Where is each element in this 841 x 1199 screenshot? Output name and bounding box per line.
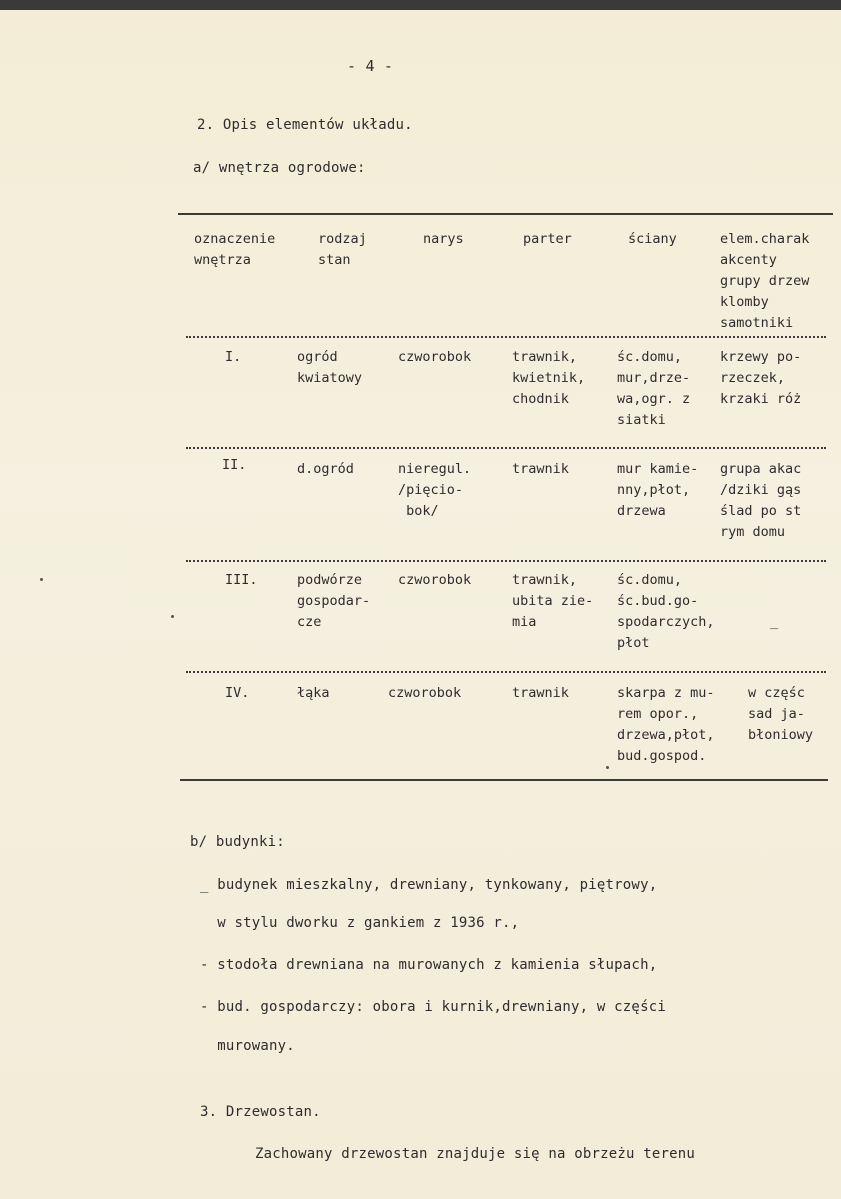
subsection-a-heading: a/ wnętrza ogrodowe: [193, 160, 366, 176]
table-rule-bottom [180, 779, 828, 781]
table-cell-r3-outline: czworobok [398, 572, 472, 588]
table-cell-r2-outline: nieregul. /pięcio- bok/ [398, 461, 472, 519]
buildings-item-1-cont: w stylu dworku z gankiem z 1936 r., [200, 915, 520, 931]
section3-heading: 3. Drzewostan. [200, 1104, 321, 1120]
buildings-item-1: _ budynek mieszkalny, drewniany, tynkowany, piętrowy, [200, 877, 658, 893]
table-rule-header [186, 336, 826, 338]
table-cell-r1-type: ogród kwiatowy [297, 349, 363, 386]
buildings-item-2: - stodoła drewniana na murowanych z kamienia słupach, [200, 957, 658, 973]
page-number: - 4 - [347, 57, 394, 75]
table-cell-r1-ground: trawnik, kwietnik, chodnik [512, 349, 586, 407]
table-header-walls: ściany [628, 231, 677, 247]
scan-speck [606, 766, 609, 769]
table-rule-row3 [186, 671, 826, 673]
table-cell-r2-elements: grupa akac /dziki gąs ślad po st rym domu [720, 461, 802, 540]
table-cell-r2-ground: trawnik [512, 461, 569, 477]
table-cell-r1-designation: I. [225, 349, 242, 365]
section3-text: Zachowany drzewostan znajduje się na obrzeżu terenu [255, 1146, 696, 1162]
table-cell-r2-type: d.ogród [297, 461, 354, 477]
table-header-designation: oznaczenie wnętrza [194, 231, 276, 268]
table-cell-r3-designation: III. [225, 572, 258, 588]
table-cell-r2-walls: mur kamie- nny,płot, drzewa [617, 461, 699, 519]
table-cell-r1-elements: krzewy po- rzeczek, krzaki róż [720, 349, 802, 407]
table-cell-r4-ground: trawnik [512, 685, 569, 701]
scan-speck [40, 578, 43, 581]
table-cell-r3-ground: trawnik, ubita zie- mia [512, 572, 594, 630]
table-header-elements: elem.charak akcenty grupy drzew klomby samotniki [720, 231, 810, 331]
scan-top-edge [0, 0, 841, 10]
subsection-b-heading: b/ budynki: [190, 834, 285, 850]
table-cell-r4-type: łąka [297, 685, 330, 701]
table-cell-r1-outline: czworobok [398, 349, 472, 365]
table-cell-r4-walls: skarpa z mu- rem opor., drzewa,płot, bud.gospod. [617, 685, 715, 764]
table-cell-r3-walls: śc.domu, śc.bud.go- spodarczych, płot [617, 572, 715, 651]
table-cell-r2-designation: II. [222, 457, 247, 473]
table-cell-r4-designation: IV. [225, 685, 250, 701]
table-rule-row1 [186, 447, 826, 449]
table-header-ground: parter [523, 231, 572, 247]
table-cell-r4-outline: czworobok [388, 685, 462, 701]
buildings-item-3: - bud. gospodarczy: obora i kurnik,drewniany, w części [200, 999, 666, 1015]
buildings-item-3-cont: murowany. [200, 1038, 295, 1054]
section-heading: 2. Opis elementów układu. [197, 117, 413, 133]
table-header-type: rodzaj stan [318, 231, 367, 268]
table-rule-top [178, 213, 833, 215]
table-cell-r3-elements: _ [770, 614, 779, 630]
table-cell-r3-type: podwórze gospodar- cze [297, 572, 371, 630]
table-rule-row2 [186, 560, 826, 562]
table-cell-r4-elements: w częśc sad ja- błoniowy [748, 685, 814, 743]
table-cell-r1-walls: śc.domu, mur,drze- wa,ogr. z siatki [617, 349, 691, 428]
scan-speck [171, 615, 174, 618]
table-header-outline: narys [423, 231, 464, 247]
